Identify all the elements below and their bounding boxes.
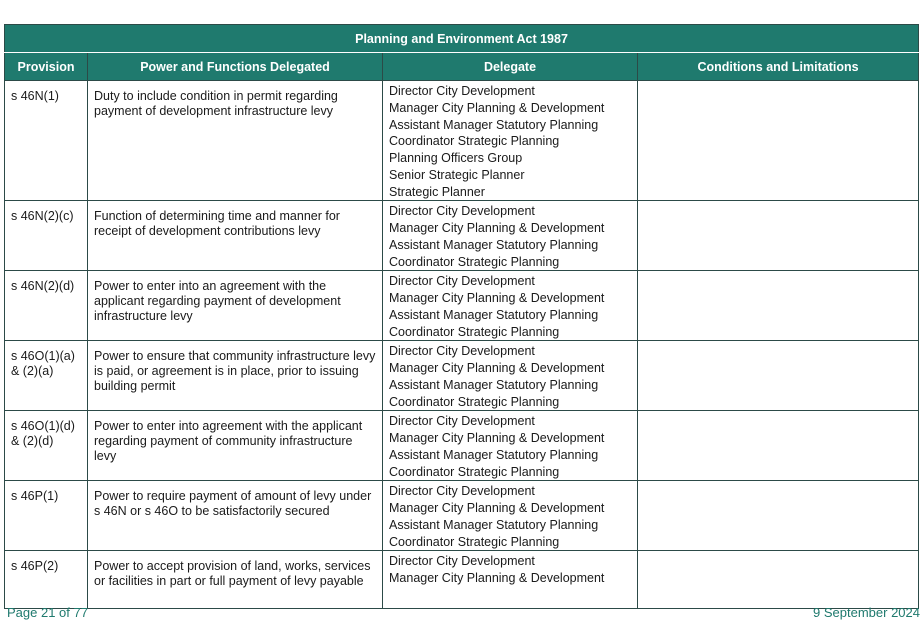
delegate-name: Coordinator Strategic Planning bbox=[389, 134, 560, 149]
delegate-name: Coordinator Strategic Planning bbox=[389, 534, 560, 549]
column-header-delegate: Delegate bbox=[383, 53, 638, 81]
table-title-row bbox=[5, 25, 919, 53]
delegate-name: Assistant Manager Statutory Planning bbox=[389, 307, 599, 322]
conditions-cell bbox=[638, 411, 919, 481]
table-row bbox=[5, 271, 919, 341]
table-row bbox=[5, 341, 919, 411]
conditions-cell bbox=[638, 481, 919, 551]
delegate-cell bbox=[383, 271, 638, 341]
delegate-name: Assistant Manager Statutory Planning bbox=[389, 117, 599, 132]
power-cell: Power to accept provision of land, works, services or facilities in part or full payment of levy payable bbox=[88, 551, 383, 609]
power-cell: Function of determining time and manner for receipt of development contributions levy bbox=[88, 201, 383, 271]
delegate-name: Strategic Planner bbox=[389, 184, 485, 199]
provision-cell: s 46P(2) bbox=[5, 551, 88, 609]
conditions-cell bbox=[638, 271, 919, 341]
delegate-name: Director City Development bbox=[389, 84, 535, 98]
power-cell: Power to enter into an agreement with the applicant regarding payment of development infrastructure levy bbox=[88, 271, 383, 341]
delegate-name: Planning Officers Group bbox=[389, 151, 523, 165]
power-cell: Power to enter into agreement with the applicant regarding payment of community infrastructure levy bbox=[88, 411, 383, 481]
delegate-name: Assistant Manager Statutory Planning bbox=[389, 447, 599, 462]
delegate-name: Manager City Planning & Development bbox=[389, 221, 605, 235]
conditions-cell bbox=[638, 81, 919, 201]
delegate-cell bbox=[383, 341, 638, 411]
delegate-name: Director City Development bbox=[389, 204, 535, 219]
conditions-cell bbox=[638, 201, 919, 271]
table-row bbox=[5, 481, 919, 551]
delegate-name: Coordinator Strategic Planning bbox=[389, 324, 560, 339]
delegate-name: Director City Development bbox=[389, 484, 535, 499]
provision-cell: s 46N(1) bbox=[5, 81, 88, 201]
delegation-table bbox=[4, 24, 919, 609]
document-date: 9 September 2024 bbox=[813, 605, 920, 620]
delegate-name: Coordinator Strategic Planning bbox=[389, 464, 560, 479]
table-row bbox=[5, 201, 919, 271]
delegate-cell bbox=[383, 481, 638, 551]
delegate-name: Assistant Manager Statutory Planning bbox=[389, 517, 599, 532]
power-cell: Power to require payment of amount of levy under s 46N or s 46O to be satisfactorily secured bbox=[88, 481, 383, 551]
power-cell: Power to ensure that community infrastructure levy is paid, or agreement is in place, prior to issuing building permit bbox=[88, 341, 383, 411]
column-header-conditions: Conditions and Limitations bbox=[638, 53, 919, 81]
act-title: Planning and Environment Act 1987 bbox=[5, 25, 919, 53]
column-header-power: Power and Functions Delegated bbox=[88, 53, 383, 81]
delegate-cell bbox=[383, 411, 638, 481]
delegate-cell bbox=[383, 81, 638, 201]
provision-cell: s 46P(1) bbox=[5, 481, 88, 551]
delegate-cell bbox=[383, 201, 638, 271]
conditions-cell bbox=[638, 551, 919, 609]
delegate-name: Assistant Manager Statutory Planning bbox=[389, 237, 599, 252]
delegate-name: Manager City Planning & Development bbox=[389, 291, 605, 305]
table-header-row bbox=[5, 53, 919, 81]
delegate-name: Director City Development bbox=[389, 344, 535, 359]
delegate-name: Director City Development bbox=[389, 414, 535, 429]
page-number: Page 21 of 77 bbox=[7, 605, 88, 620]
delegate-name: Director City Development bbox=[389, 554, 535, 569]
provision-cell: s 46O(1)(a) & (2)(a) bbox=[5, 341, 88, 411]
table-body bbox=[5, 81, 919, 609]
delegate-cell bbox=[383, 551, 638, 609]
provision-cell: s 46O(1)(d) & (2)(d) bbox=[5, 411, 88, 481]
power-cell: Duty to include condition in permit regarding payment of development infrastructure levy bbox=[88, 81, 383, 201]
delegate-name: Director City Development bbox=[389, 274, 535, 289]
delegate-name: Manager City Planning & Development bbox=[389, 431, 605, 445]
delegate-name: Manager City Planning & Development bbox=[389, 361, 605, 375]
delegate-name: Assistant Manager Statutory Planning bbox=[389, 377, 599, 392]
delegate-name: Manager City Planning & Development bbox=[389, 571, 605, 585]
provision-cell: s 46N(2)(d) bbox=[5, 271, 88, 341]
column-header-provision: Provision bbox=[5, 53, 88, 81]
delegate-name: Manager City Planning & Development bbox=[389, 501, 605, 515]
delegate-name: Coordinator Strategic Planning bbox=[389, 254, 560, 269]
conditions-cell bbox=[638, 341, 919, 411]
table-row bbox=[5, 81, 919, 201]
delegate-name: Manager City Planning & Development bbox=[389, 100, 605, 115]
delegate-name: Coordinator Strategic Planning bbox=[389, 394, 560, 409]
table-row bbox=[5, 551, 919, 609]
delegate-name: Senior Strategic Planner bbox=[389, 167, 525, 182]
table-row bbox=[5, 411, 919, 481]
provision-cell: s 46N(2)(c) bbox=[5, 201, 88, 271]
